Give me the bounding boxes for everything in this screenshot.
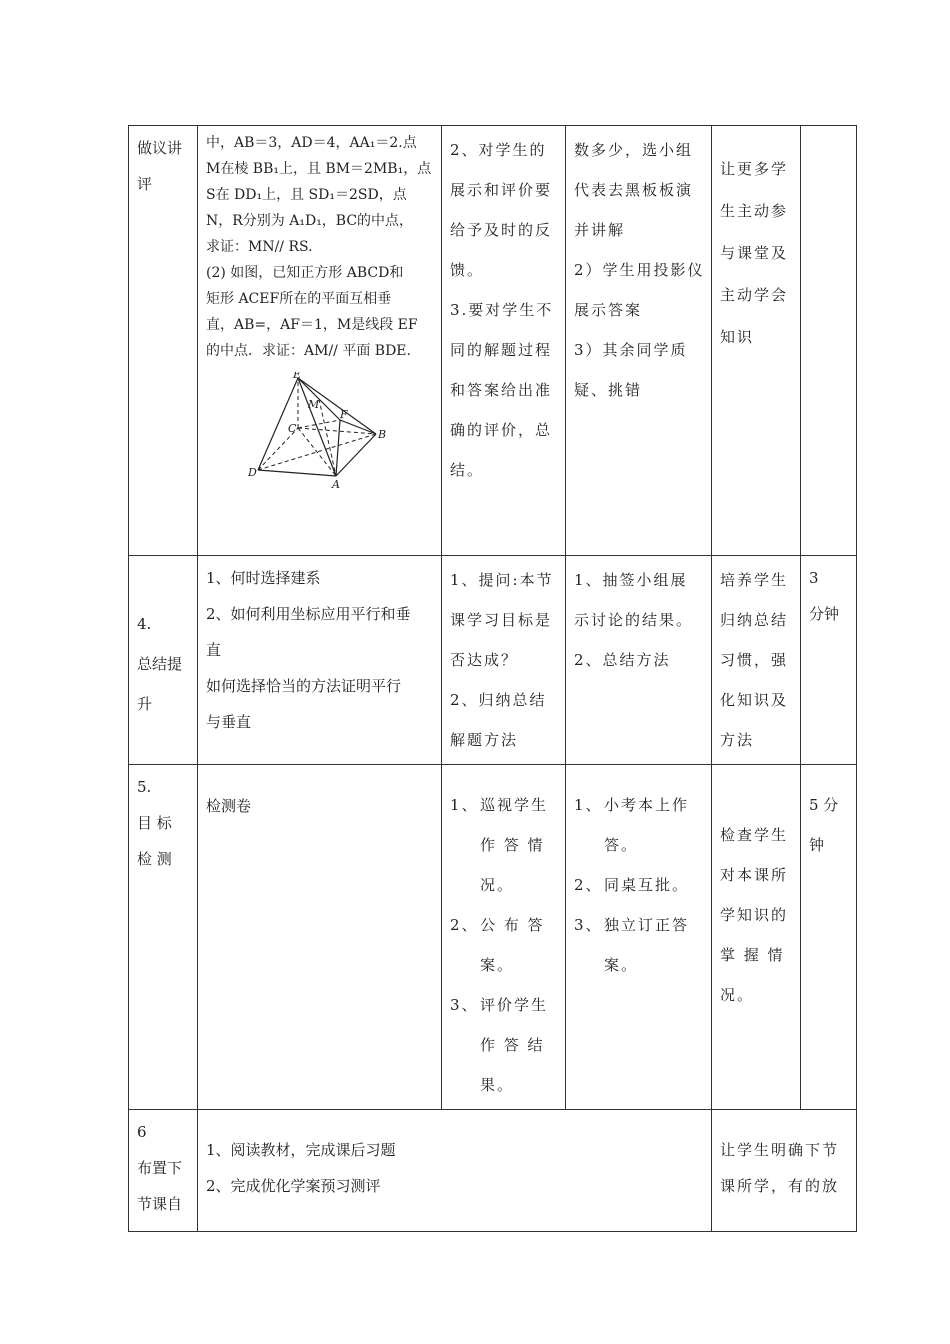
text-line: 给予及时的反 [450, 221, 553, 239]
text-line: 分钟 [809, 605, 840, 623]
item-number: 1、 [450, 796, 479, 814]
item-text: 评价学生 [480, 996, 549, 1014]
text-line: 课所学，有的放 [720, 1177, 840, 1195]
time-cell [801, 765, 856, 869]
list-item: 况。 [480, 876, 515, 894]
stage-cell [129, 126, 197, 206]
text-line: 1、提问:本节 [450, 571, 554, 589]
text-line: 3）其余同学质 [574, 341, 688, 359]
item-number: 3、 [450, 996, 479, 1014]
text-line: (2) 如图，已知正方形 ABCD和 [206, 265, 404, 281]
text-line: 解题方法 [450, 731, 519, 749]
text-line: 与垂直 [206, 713, 252, 731]
text-line: 直 [206, 641, 222, 659]
stage-cell [129, 765, 197, 881]
table-row [129, 1110, 857, 1232]
text-line: M在棱 BB₁上，且 BM＝2MB₁，点 [206, 161, 432, 177]
list-item [450, 985, 557, 1025]
text-line: 与课堂及 [720, 244, 789, 262]
item-number: 1、 [574, 796, 603, 814]
text-line: 否达成？ [450, 651, 519, 669]
list-item [450, 905, 557, 945]
text-line: 方法 [720, 731, 755, 749]
teacher-activity [442, 556, 565, 764]
item-text: 公 布 答 [480, 916, 545, 934]
list-item: 案。 [604, 956, 639, 974]
student-activity [566, 765, 711, 989]
time-cell [801, 126, 856, 134]
text-line: 的中点．求证：AM// 平面 BDE. [206, 343, 411, 359]
time-cell [801, 556, 856, 636]
text-line: 2、如何利用坐标应用平行和垂 [206, 605, 411, 623]
design-intent [712, 765, 800, 1019]
text-line: 2、总结方法 [574, 651, 671, 669]
list-item: 作 答 情 [480, 836, 545, 854]
list-item [574, 905, 703, 945]
label-d: D [248, 466, 257, 479]
label-a: A [332, 478, 340, 491]
list-item: 作 答 结 [480, 1036, 545, 1054]
list-item [574, 785, 703, 825]
text-line: 钟 [809, 836, 825, 854]
content-cell [198, 765, 441, 823]
text-line: 节课自 [137, 1195, 183, 1213]
text-line: 培养学生 [720, 571, 789, 589]
label-m: M [308, 398, 320, 411]
student-activity [566, 556, 711, 684]
teacher-activity [442, 765, 565, 1109]
text-line: 3 [809, 569, 819, 587]
list-item: 答。 [604, 836, 639, 854]
list-item [450, 785, 557, 825]
text-line: 检查学生 [720, 826, 789, 844]
stage-cell [129, 1110, 197, 1226]
problem-text [198, 126, 441, 368]
text-line: 5. [137, 778, 152, 796]
text-line: 6 [137, 1123, 147, 1141]
text-line: 5 分 [809, 796, 839, 814]
item-text: 巡视学生 [480, 796, 549, 814]
design-intent [712, 556, 800, 764]
label-e: E [293, 372, 302, 381]
text-line: 求证：MN// RS. [206, 239, 313, 255]
label-c: C [288, 422, 297, 435]
text-line: 学知识的 [720, 906, 789, 924]
text-line: 馈。 [450, 261, 485, 279]
text-line: 让更多学 [720, 160, 789, 178]
text-line: 结。 [450, 461, 485, 479]
text-line: 检 测 [137, 850, 172, 868]
text-line: 目 标 [137, 814, 172, 832]
homework-cell [198, 1110, 711, 1208]
item-text: 小考本上作 [604, 796, 690, 814]
teacher-activity [442, 126, 565, 494]
list-item: 果。 [480, 1076, 515, 1094]
text-line: 课学习目标是 [450, 611, 553, 629]
text-line: 直，AB=，AF＝1，M是线段 EF [206, 317, 418, 333]
text-line: 展示和评价要 [450, 181, 553, 199]
text-line: 知识 [720, 328, 755, 346]
pyramid-figure [248, 372, 398, 492]
text-line: 2、完成优化学案预习测评 [206, 1177, 381, 1195]
text-line: 数多少，选小组 [574, 141, 694, 159]
text-line: 生主动参 [720, 202, 789, 220]
text-line: 对本课所 [720, 866, 789, 884]
list-item [574, 865, 703, 905]
text-line: 同的解题过程 [450, 341, 553, 359]
text-line: 中，AB＝3，AD＝4，AA₁＝2.点 [206, 135, 417, 151]
text-line: 习惯，强 [720, 651, 789, 669]
student-activity [566, 126, 711, 414]
label-b: B [378, 428, 387, 441]
text-line: 1、抽签小组展 [574, 571, 688, 589]
design-intent [712, 1110, 856, 1208]
text-line: 1、何时选择建系 [206, 569, 321, 587]
item-number: 2、 [574, 876, 603, 894]
item-number: 2、 [450, 916, 479, 934]
text-line: 如何选择恰当的方法证明平行 [206, 677, 402, 695]
table-row [129, 765, 857, 1110]
text-line: 况。 [720, 986, 755, 1004]
table-row [129, 126, 857, 556]
text-line: 评 [137, 175, 153, 193]
content-cell [198, 556, 441, 744]
item-text: 独立订正答 [604, 916, 690, 934]
text-line: 让学生明确下节 [720, 1141, 840, 1159]
text-line: 做议讲 [137, 139, 183, 157]
text-line: 示讨论的结果。 [574, 611, 694, 629]
text-line: 检测卷 [206, 797, 252, 815]
text-line: 矩形 ACEF所在的平面互相垂 [206, 291, 392, 307]
text-line: 和答案给出准 [450, 381, 553, 399]
text-line: N，R分别为 A₁D₁，BC的中点， [206, 213, 414, 229]
text-line: 疑、挑错 [574, 381, 643, 399]
text-line: 主动学会 [720, 286, 789, 304]
text-line: 2）学生用投影仪 [574, 261, 705, 279]
item-number: 3、 [574, 916, 603, 934]
text-line: 确的评价，总 [450, 421, 553, 439]
text-line: 2、对学生的 [450, 141, 547, 159]
text-line: 展示答案 [574, 301, 643, 319]
text-line: 并讲解 [574, 221, 626, 239]
lesson-plan-table [128, 125, 857, 1232]
item-text: 同桌互批。 [604, 876, 690, 894]
text-line: 升 [137, 695, 153, 713]
text-line: 3.要对学生不 [450, 301, 554, 319]
text-line: 2、归纳总结 [450, 691, 547, 709]
text-line: 1、阅读教材，完成课后习题 [206, 1141, 396, 1159]
text-line: 归纳总结 [720, 611, 789, 629]
text-line: 代表去黑板板演 [574, 181, 694, 199]
list-item: 案。 [480, 956, 515, 974]
text-line: 掌 握 情 [720, 946, 785, 964]
text-line: S在 DD₁上，且 SD₁＝2SD，点 [206, 187, 407, 203]
table-row [129, 556, 857, 765]
text-line: 总结提 [137, 655, 183, 673]
text-line: 4. [137, 615, 152, 633]
design-intent [712, 126, 800, 362]
text-line: 化知识及 [720, 691, 789, 709]
stage-cell [129, 556, 197, 728]
text-line: 布置下 [137, 1159, 183, 1177]
label-f: F [340, 408, 348, 421]
